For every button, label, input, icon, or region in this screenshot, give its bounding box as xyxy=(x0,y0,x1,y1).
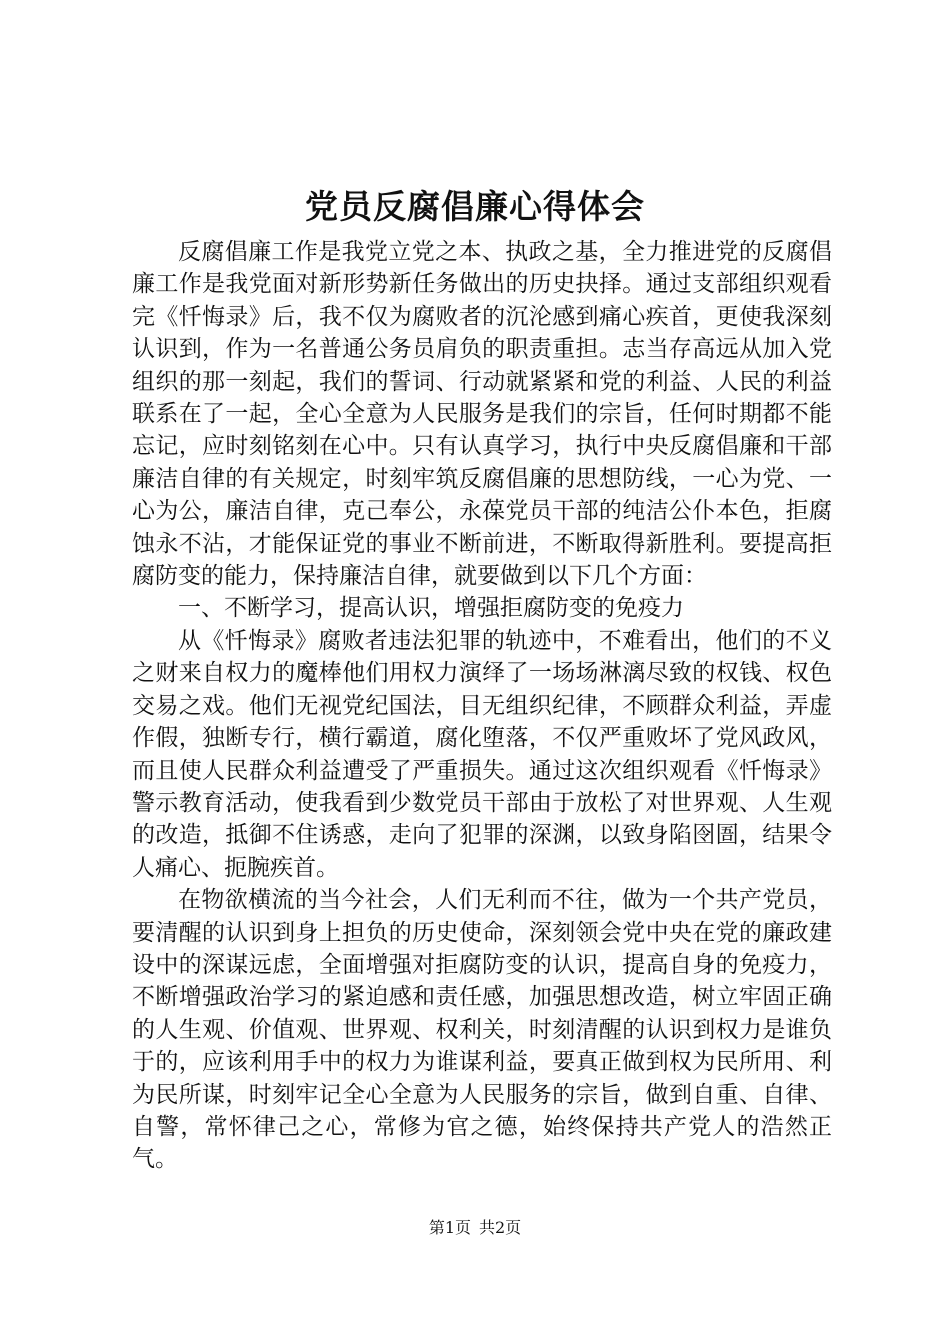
document-body xyxy=(132,236,832,1176)
paragraph-intro: 反腐倡廉工作是我党立党之本、执政之基，全力推进党的反腐倡廉工作是我党面对新形势新任务做出的历史抉择。通过支部组织观看完《忏悔录》后，我不仅为腐败者的沉沦感到痛心疾首，更使我深刻认识到，作为一名普通公务员肩负的职责重担。志当存高远从加入党组织的那一刻起，我们的誓词、行动就紧紧和党的利益、人民的利益联系在了一起，全心全意为人民服务是我们的宗旨，任何时期都不能忘记，应时刻铭刻在心中。只有认真学习，执行中央反腐倡廉和干部廉洁自律的有关规定，时刻牢筑反腐倡廉的思想防线，一心为党、一心为公，廉洁自律，克己奉公，永葆党员干部的纯洁公仆本色，拒腐蚀永不沾，才能保证党的事业不断前进，不断取得新胜利。要提高拒腐防变的能力，保持廉洁自律，就要做到以下几个方面： xyxy=(132,239,832,590)
page-number-total: 共2页 xyxy=(479,1218,522,1237)
section-heading-1: 一、不断学习，提高认识，增强拒腐防变的免疫力 xyxy=(178,595,684,622)
paragraph-confession: 从《忏悔录》腐败者违法犯罪的轨迹中，不难看出，他们的不义之财来自权力的魔棒他们用权力演绎了一场场淋漓尽致的权钱、权色交易之戏。他们无视党纪国法，目无组织纪律，不顾群众利益，弄虚作假，独断专行，横行霸道，腐化堕落，不仅严重败坏了党风政风，而且使人民群众利益遭受了严重损失。通过这次组织观看《忏悔录》警示教育活动，使我看到少数党员干部由于放松了对世界观、人生观的改造，抵御不住诱惑，走向了犯罪的深渊，以致身陷囹圄，结果令人痛心、扼腕疾首。 xyxy=(132,627,832,881)
document-title: 党员反腐倡廉心得体会 xyxy=(305,187,645,226)
page-number-current: 第1页 xyxy=(428,1218,471,1237)
page-footer xyxy=(0,1217,950,1239)
paragraph-awareness: 在物欲横流的当今社会，人们无利而不往，做为一个共产党员，要清醒的认识到身上担负的历史使命，深刻领会党中央在党的廉政建设中的深谋远虑，全面增强对拒腐防变的认识，提高自身的免疫力，不断增强政治学习的紧迫感和责任感，加强思想改造，树立牢固正确的人生观、价值观、世界观、权利关，时刻清醒的认识到权力是谁负于的，应该利用手中的权力为谁谋利益，要真正做到权为民所用、利为民所谋，时刻牢记全心全意为人民服务的宗旨，做到自重、自律、自警，常怀律己之心，常修为官之德，始终保持共产党人的浩然正气。 xyxy=(132,887,832,1173)
